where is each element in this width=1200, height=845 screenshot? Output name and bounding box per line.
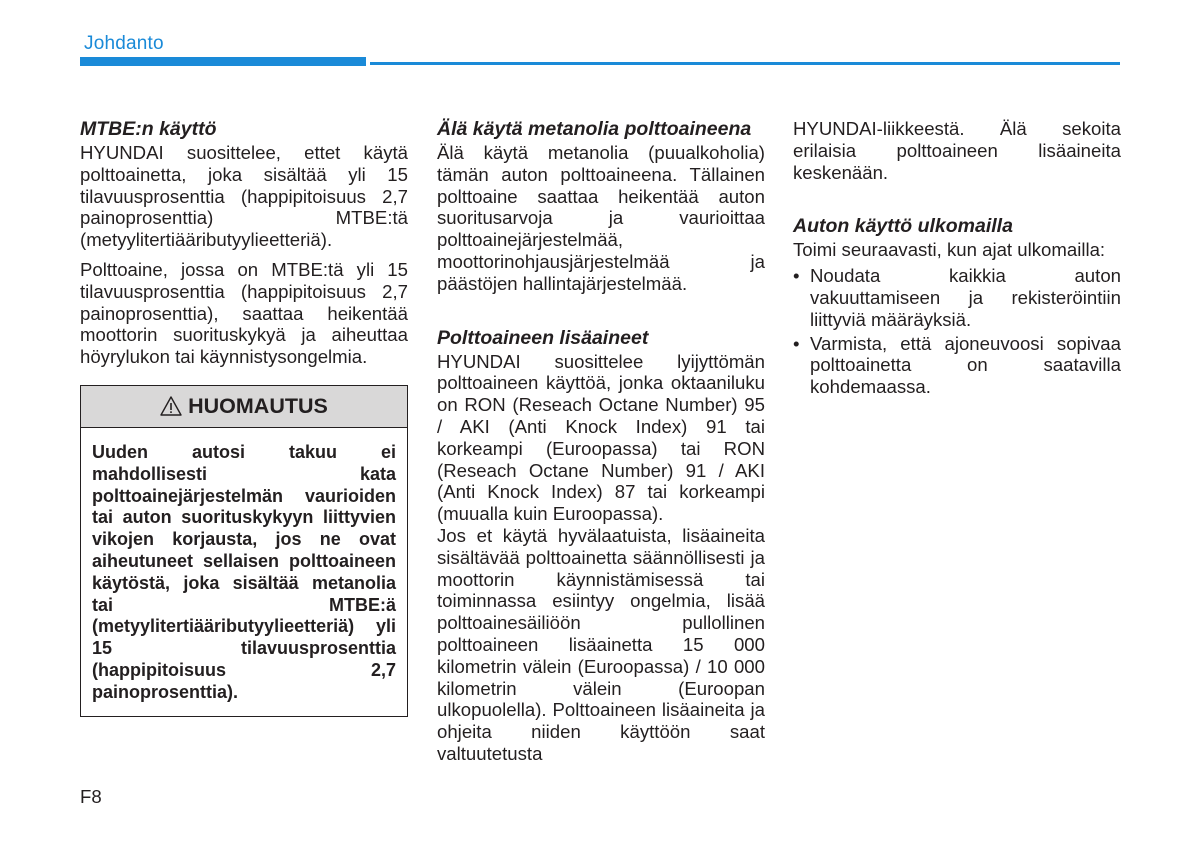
paragraph-methanol: Älä käytä metanolia (puualkoholia) tämän auton polttoaineena. Tällainen polttoaine saattaa heikentää auton suoritusarvoja ja vaurioittaa polttoainejärjestelmää, moottorinohjausjärjestelmää ja päästöjen hallintajärjestelmää. bbox=[437, 142, 765, 294]
notice-body: Uuden autosi takuu ei mahdollisesti kata polttoainejärjestelmän vaurioiden tai auton suorituskykyyn liittyvien vikojen korjausta, jos ne ovat aiheutuneet sellaisen polttoaineen käytöstä, joka sisältää metanolia tai MTBE:ä (metyylitertiääributyylieetteriä) yli 15 tilavuusprosenttia (happipitoisuus 2,7 painoprosenttia). bbox=[92, 441, 396, 702]
header-rule-thin bbox=[370, 62, 1120, 65]
notice-box bbox=[80, 385, 408, 717]
section-title: Johdanto bbox=[84, 33, 164, 54]
heading-additives: Polttoaineen lisäaineet bbox=[437, 326, 649, 349]
paragraph-continued: HYUNDAI-liikkeestä. Älä sekoita erilaisia polttoaineen lisäaineita keskenään. bbox=[793, 118, 1121, 183]
paragraph-additives-2: Jos et käytä hyvälaatuista, lisäaineita sisältävää polttoainetta säännöllisesti ja moottorin käynnistämisessä tai toiminnassa esiintyy ongelmia, lisää polttoainesäiliöön pullollinen polttoaineen lisäainetta 15 000 kilometrin välein (Euroopassa) / 10 000 kilometrin välein (Euroopan ulkopuolella). Polttoaineen lisäaineita ja ohjeita niiden käyttöön saat valtuutetusta bbox=[437, 524, 765, 764]
notice-header bbox=[81, 386, 407, 428]
column-right bbox=[793, 118, 1121, 400]
paragraph-mtbe-2: Polttoaine, jossa on MTBE:tä yli 15 tilavuusprosenttia (happipitoisuus 2,7 painoprosenttia), saattaa heikentää moottorin suorituskykyä ja aiheuttaa höyrylukon tai käynnistysongelmia. bbox=[80, 258, 408, 368]
paragraph-abroad-intro: Toimi seuraavasti, kun ajat ulkomailla: bbox=[793, 239, 1106, 261]
list-item: • Noudata kaikkia auton vakuuttamiseen ja rekisteröintiin liittyviä määräyksiä. bbox=[793, 265, 1121, 330]
column-left bbox=[80, 118, 408, 717]
paragraph-mtbe-1: HYUNDAI suosittelee, ettet käytä polttoainetta, joka sisältää yli 15 tilavuusprosenttia (happipitoisuus 2,7 painoprosenttia) MTBE:tä (metyylitertiääributyylieetteriä). bbox=[80, 142, 408, 251]
warning-triangle-icon bbox=[160, 395, 182, 417]
header-rule-thick bbox=[80, 57, 366, 66]
abroad-list bbox=[793, 265, 1121, 398]
list-item: • Varmista, että ajoneuvoosi sopivaa polttoainetta on saatavilla kohdemaassa. bbox=[793, 333, 1121, 398]
page-number: F8 bbox=[80, 786, 102, 807]
heading-abroad: Auton käyttö ulkomailla bbox=[793, 215, 1013, 238]
paragraph-additives-1: HYUNDAI suosittelee lyijyttömän polttoaineen käyttöä, jonka oktaaniluku on RON (Reseach Octane Number) 95 / AKI (Anti Knock Index) 91 tai korkeampi (Euroopassa) tai RON (Reseach Octane Number) 91 / AKI (Anti Knock Index) 87 tai korkeampi (muualla kuin Euroopassa). bbox=[437, 350, 765, 525]
column-middle bbox=[437, 118, 765, 765]
heading-methanol: Älä käytä metanolia polttoaineena bbox=[437, 118, 752, 140]
notice-title: HUOMAUTUS bbox=[188, 393, 328, 418]
heading-mtbe: MTBE:n käyttö bbox=[80, 118, 217, 140]
